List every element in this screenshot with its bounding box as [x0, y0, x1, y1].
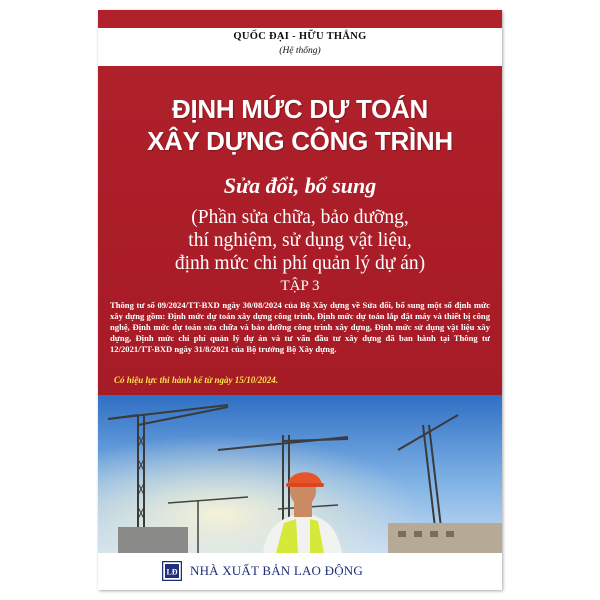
compiler-note: (Hệ thống) — [279, 46, 321, 56]
volume-label: TẬP 3 — [280, 278, 320, 294]
title-line-1: ĐỊNH MỨC DỰ TOÁN — [172, 94, 428, 124]
scope-line-2: thí nghiệm, sử dụng vật liệu, — [188, 230, 412, 251]
scope-line-1: (Phần sửa chữa, bảo dưỡng, — [191, 207, 409, 228]
scope-line-3: định mức chi phí quản lý dự án) — [174, 253, 426, 274]
publisher-band — [98, 553, 502, 590]
book-cover — [98, 10, 502, 590]
description: Thông tư số 09/2024/TT-BXD ngày 30/08/2024 của Bộ Xây dựng về Sửa đổi, bổ sung một số định mức xây dựng gồm: Định mức dự toán xây dựng công trình, Định mức dự toán lắp đặt máy và thiết bị công nghệ, Định mức dự toán sửa chữa và bảo dưỡng công trình xây dựng, Định mức sử dụng vật liệu xây dựng, Định mức chi phí quản lý dự án và tư vấn đầu tư xây dựng đã ban hành tại Thông tư 12/2021/TT-BXD ngày 31/8/2021 của Bộ trưởng Bộ Xây dựng. — [110, 300, 490, 354]
subtitle: Sửa đổi, bổ sung — [223, 173, 377, 198]
publisher-logo-icon — [162, 561, 182, 581]
construction-scene-illustration — [98, 395, 502, 553]
publisher-name: NHÀ XUẤT BẢN LAO ĐỘNG — [190, 563, 363, 578]
construction-photo — [98, 395, 502, 553]
authors: QUỐC ĐẠI - HỮU THẮNG — [233, 31, 367, 42]
logo-text: LĐ — [166, 567, 178, 577]
effective-date: Có hiệu lực thi hành kể từ ngày 15/10/2024. — [114, 375, 279, 385]
author-band — [98, 28, 502, 66]
title-line-2: XÂY DỰNG CÔNG TRÌNH — [147, 126, 453, 156]
